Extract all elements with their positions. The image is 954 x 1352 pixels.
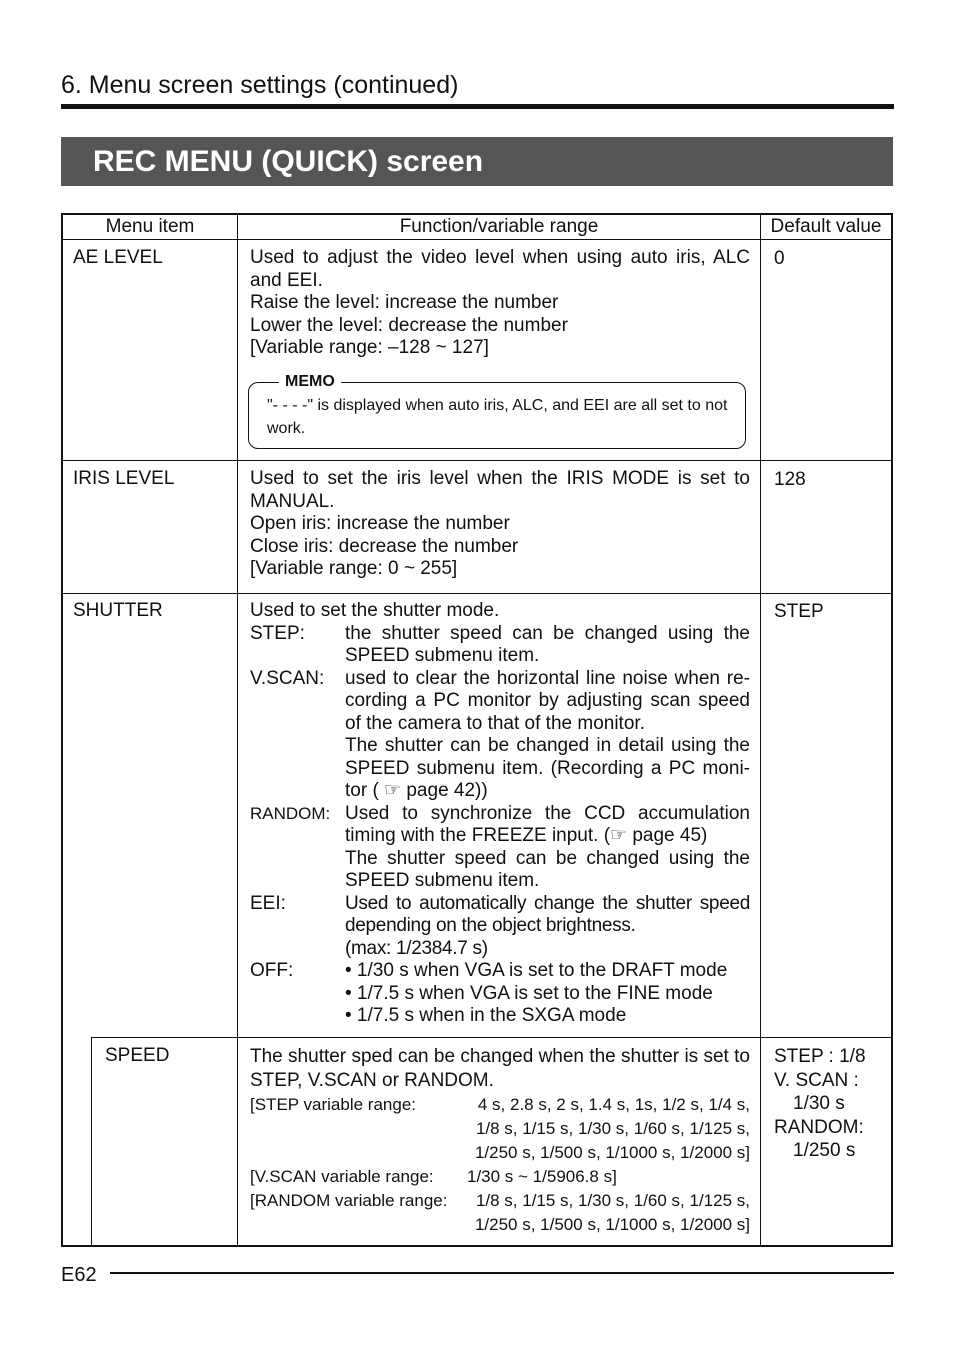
range-key: [RANDOM variable range:: [250, 1191, 448, 1210]
option-key: V.SCAN:: [250, 667, 325, 689]
memo-label: MEMO: [279, 371, 341, 393]
row-divider: [63, 460, 891, 461]
iris-level-item: IRIS LEVEL: [73, 468, 175, 489]
shutter-item: SHUTTER: [73, 600, 163, 621]
range-key: [STEP variable range:: [250, 1095, 416, 1114]
range-value: 4 s, 2.8 s, 2 s, 1.4 s, 1s, 1/2 s, 1/4 s,: [477, 1095, 750, 1114]
iris-level-line: [Variable range: 0 ~ 255]: [250, 558, 458, 579]
option-key: OFF:: [250, 960, 294, 981]
section-rule: [61, 104, 894, 109]
ae-level-item: AE LEVEL: [73, 247, 163, 268]
option-text: Used to synchronize the CCD accumulation timing with the FREEZE input. (☞ page 45): [345, 802, 750, 846]
option-text: Used to automatically change the shutter speed depending on the object brightness.: [345, 892, 750, 936]
range-value: 1/30 s ~ 1/5906.8 s]: [467, 1167, 617, 1186]
iris-level-default: 128: [774, 469, 806, 490]
shutter-option-off: [250, 960, 750, 1028]
shutter-option-eei: [250, 893, 750, 961]
header-menu-item: Menu item: [105, 216, 195, 237]
speed-default: [774, 1045, 866, 1163]
range-value: 1/8 s, 1/15 s, 1/30 s, 1/60 s, 1/125 s,: [475, 1191, 750, 1210]
list-item: • 1/7.5 s when in the SXGA mode: [345, 1005, 627, 1026]
option-text-group: [345, 893, 750, 961]
ae-level-function: [250, 247, 750, 360]
list-item: • 1/7.5 s when VGA is set to the FINE mode: [345, 982, 713, 1004]
shutter-default: STEP: [774, 601, 824, 622]
iris-level-function: [250, 468, 750, 581]
default-line: 1/250 s: [793, 1140, 856, 1161]
column-divider: [760, 215, 761, 1245]
page-number: E62: [61, 1264, 97, 1286]
default-line: STEP : 1/8: [774, 1046, 866, 1067]
shutter-option-random: [250, 803, 750, 893]
column-divider: [237, 215, 238, 1245]
random-range: [250, 1189, 750, 1237]
option-text: The shutter speed can be changed using the SPEED submenu item.: [345, 847, 750, 891]
list-item: • 1/30 s when VGA is set to the DRAFT mode: [345, 960, 728, 981]
range-values: [467, 1189, 750, 1237]
step-range: [250, 1093, 750, 1165]
title-band: [61, 137, 893, 186]
default-line: V. SCAN :: [774, 1069, 859, 1091]
section-heading: 6. Menu screen settings (continued): [61, 71, 459, 99]
default-line: 1/30 s: [793, 1093, 845, 1114]
memo-text: "- - - -" is displayed when auto iris, ALC, and EEI are all set to not work.: [267, 397, 728, 437]
ae-level-line: Raise the level: increase the number: [250, 292, 559, 313]
range-key: [V.SCAN variable range:: [250, 1167, 434, 1186]
vscan-range: [250, 1165, 750, 1189]
iris-level-line: Used to set the iris level when the IRIS MODE is set to MANUAL.: [250, 468, 750, 512]
option-text: (max: 1/2384.7 s): [345, 937, 488, 959]
ae-level-line: Lower the level: decrease the number: [250, 314, 568, 336]
range-value: 1/250 s, 1/500 s, 1/1000 s, 1/2000 s]: [474, 1143, 750, 1162]
option-text: the shutter speed can be changed using the SPEED submenu item.: [345, 622, 750, 666]
shutter-intro: Used to set the shutter mode.: [250, 600, 500, 621]
range-value: 1/250 s, 1/500 s, 1/1000 s, 1/2000 s]: [474, 1215, 750, 1234]
footer-rule: [110, 1272, 894, 1274]
iris-level-line: Close iris: decrease the number: [250, 535, 519, 557]
speed-item: SPEED: [105, 1045, 170, 1066]
option-text-group: [345, 960, 750, 1028]
range-value: 1/8 s, 1/15 s, 1/30 s, 1/60 s, 1/125 s,: [475, 1119, 750, 1138]
row-divider: [63, 593, 891, 594]
ae-level-default: 0: [774, 248, 785, 269]
option-key: STEP:: [250, 622, 305, 644]
option-key: EEI:: [250, 892, 286, 914]
option-text: used to clear the horizontal line noise when re-cording a PC monitor by adjusting scan speed of the camera to that of the monitor.: [345, 667, 750, 734]
settings-table: [61, 213, 893, 1247]
default-line: RANDOM:: [774, 1116, 864, 1138]
option-text-group: [345, 803, 750, 893]
range-values: [467, 1093, 750, 1165]
speed-function: [250, 1045, 750, 1237]
speed-intro: The shutter sped can be changed when the shutter is set to STEP, V.SCAN or RANDOM.: [250, 1046, 750, 1091]
row-divider: [91, 1037, 891, 1038]
page-title: REC MENU (QUICK) screen: [93, 145, 484, 178]
ae-level-line: [Variable range: –128 ~ 127]: [250, 337, 489, 358]
ae-level-line: Used to adjust the video level when using auto iris, ALC and EEI.: [250, 247, 750, 291]
memo-box: [248, 373, 746, 449]
shutter-option-step: [250, 623, 750, 668]
option-text-group: [345, 668, 750, 803]
shutter-function: [250, 600, 750, 1028]
submenu-indent-line: [91, 1037, 92, 1245]
option-text: The shutter can be changed in detail using the SPEED submenu item. (Recording a PC moni-tor ( ☞ page 42)): [345, 735, 750, 801]
option-key: RANDOM:: [250, 803, 331, 823]
header-default: Default value: [770, 216, 882, 237]
iris-level-line: Open iris: increase the number: [250, 513, 510, 534]
header-function: Function/variable range: [399, 216, 599, 237]
shutter-option-vscan: [250, 668, 750, 803]
header-rule: [63, 239, 891, 240]
